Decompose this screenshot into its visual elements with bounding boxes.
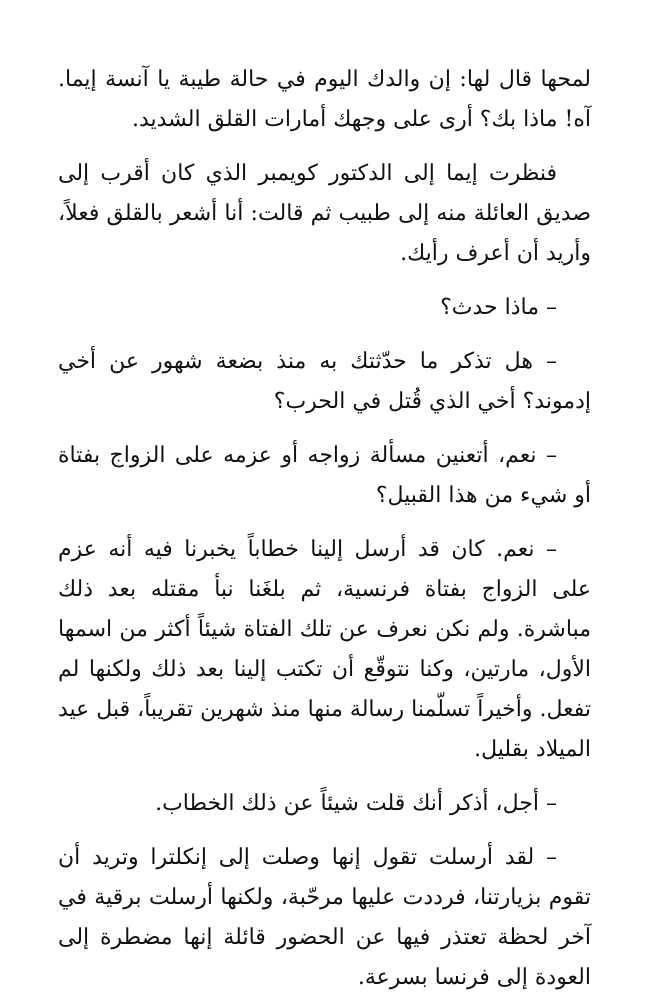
paragraph-8: – لقد أرسلت تقول إنها وصلت إلى إنكلترا وتريد أن تقوم بزيارتنا، فرددت عليها مرحّبة، ولكنها أرسلت برقية في آخر لحظة تعتذر فيها عن الحضور قائلة إنها مضطرة إلى العودة إلى فرنسا بسرعة.	[58, 845, 591, 990]
paragraph-2: فنظرت إيما إلى الدكتور كويمبر الذي كان أقرب إلى صديق العائلة منه إلى طبيب ثم قالت: أنا أشعر بالقلق فعلاً، وأريد أن أعرف رأيك.	[58, 161, 591, 266]
paragraph-4: – هل تذكر ما حدّثتك به منذ بضعة شهور عن أخي إدموند؟ أخي الذي قُتل في الحرب؟	[58, 349, 591, 414]
paragraph-6: – نعم. كان قد أرسل إلينا خطاباً يخبرنا فيه أنه عزم على الزواج بفتاة فرنسية، ثم بلغَنا نبأ مقتله بعد ذلك مباشرة. ولم نكن نعرف عن تلك الفتاة شيئاً أكثر من اسمها الأول، مارتين، وكنا نتوقّع أن تكتب إلينا بعد ذلك ولكنها لم تفعل. وأخيراً تسلّمنا رسالة منها منذ شهرين تقريباً، قبل عيد الميلاد بقليل.	[58, 537, 591, 762]
paragraph-5: – نعم، أتعنين مسألة زواجه أو عزمه على الزواج بفتاة أو شيء من هذا القبيل؟	[58, 443, 591, 508]
paragraph-3: – ماذا حدث؟	[440, 295, 557, 320]
paragraph-1: لمحها قال لها: إن والدك اليوم في حالة طيبة يا آنسة إيما. آه! ماذا بك؟ أرى على وجهك أمارات القلق الشديد.	[58, 67, 591, 132]
page-body	[58, 60, 591, 998]
paragraph-7: – أجل، أذكر أنك قلت شيئاً عن ذلك الخطاب.	[155, 791, 557, 816]
